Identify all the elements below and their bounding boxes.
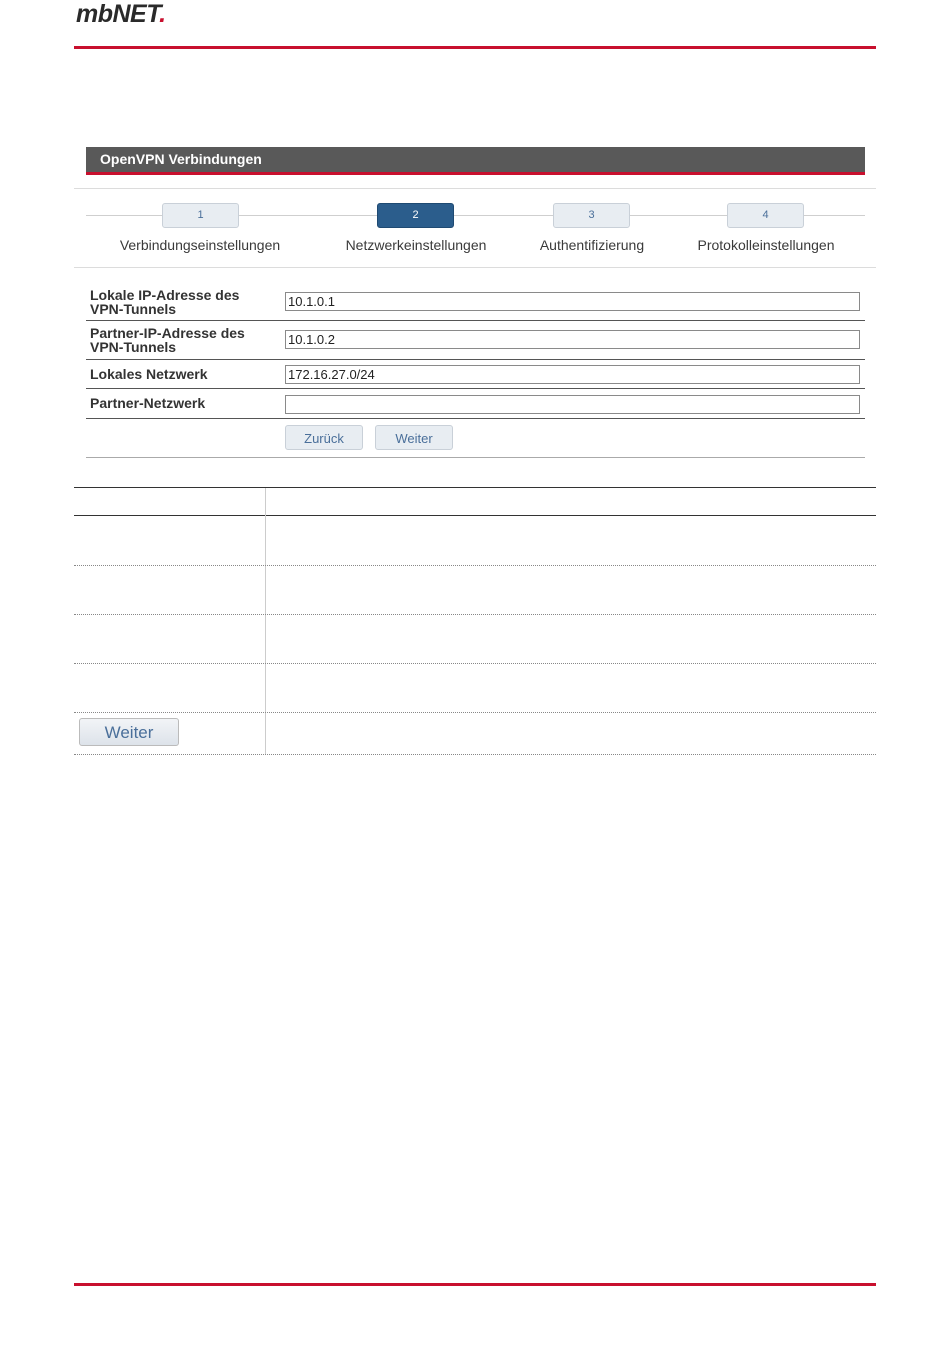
partner-network-input[interactable]	[285, 395, 860, 414]
table-top-border	[74, 487, 876, 488]
mbnet-logo: mbNET.	[76, 0, 166, 28]
wizard-step-4-label[interactable]: Protokolleinstellungen	[697, 237, 835, 253]
wizard-step-1-label[interactable]: Verbindungseinstellungen	[119, 237, 281, 253]
wizard-top-divider	[74, 188, 876, 189]
form-row-divider	[86, 320, 865, 321]
wizard-step-2-label[interactable]: Netzwerkeinstellungen	[345, 237, 487, 253]
next-button[interactable]: Weiter	[375, 425, 453, 450]
form-row-divider	[86, 359, 865, 360]
wizard-step-3-label[interactable]: Authentifizierung	[539, 237, 645, 253]
wizard-step-1[interactable]: 1	[162, 203, 239, 228]
partner-ip-input[interactable]	[285, 330, 860, 349]
wizard-step-4[interactable]: 4	[727, 203, 804, 228]
table-row	[74, 712, 876, 713]
table-row	[74, 663, 876, 664]
header-divider	[74, 46, 876, 49]
table-header-border	[74, 515, 876, 516]
table-row	[74, 754, 876, 755]
local-network-label: Lokales Netzwerk	[90, 366, 208, 382]
table-row	[74, 565, 876, 566]
wizard-step-3[interactable]: 3	[553, 203, 630, 228]
local-ip-label: Lokale IP-Adresse des VPN-Tunnels	[90, 287, 240, 317]
partner-ip-label: Partner-IP-Adresse des VPN-Tunnels	[90, 325, 245, 355]
local-network-input[interactable]	[285, 365, 860, 384]
table-column-divider	[265, 488, 266, 755]
wizard-step-2[interactable]: 2	[377, 203, 454, 228]
panel-title: OpenVPN Verbindungen	[100, 151, 262, 167]
back-button[interactable]: Zurück	[285, 425, 363, 450]
table-next-button[interactable]: Weiter	[79, 718, 179, 746]
wizard-bottom-divider	[74, 267, 876, 268]
form-row-divider	[86, 388, 865, 389]
form-bottom-divider	[86, 457, 865, 458]
partner-network-label: Partner-Netzwerk	[90, 395, 206, 411]
panel-header	[86, 147, 865, 175]
local-ip-input[interactable]	[285, 292, 860, 311]
table-row	[74, 614, 876, 615]
form-row-divider	[86, 418, 865, 419]
footer-divider	[74, 1283, 876, 1286]
